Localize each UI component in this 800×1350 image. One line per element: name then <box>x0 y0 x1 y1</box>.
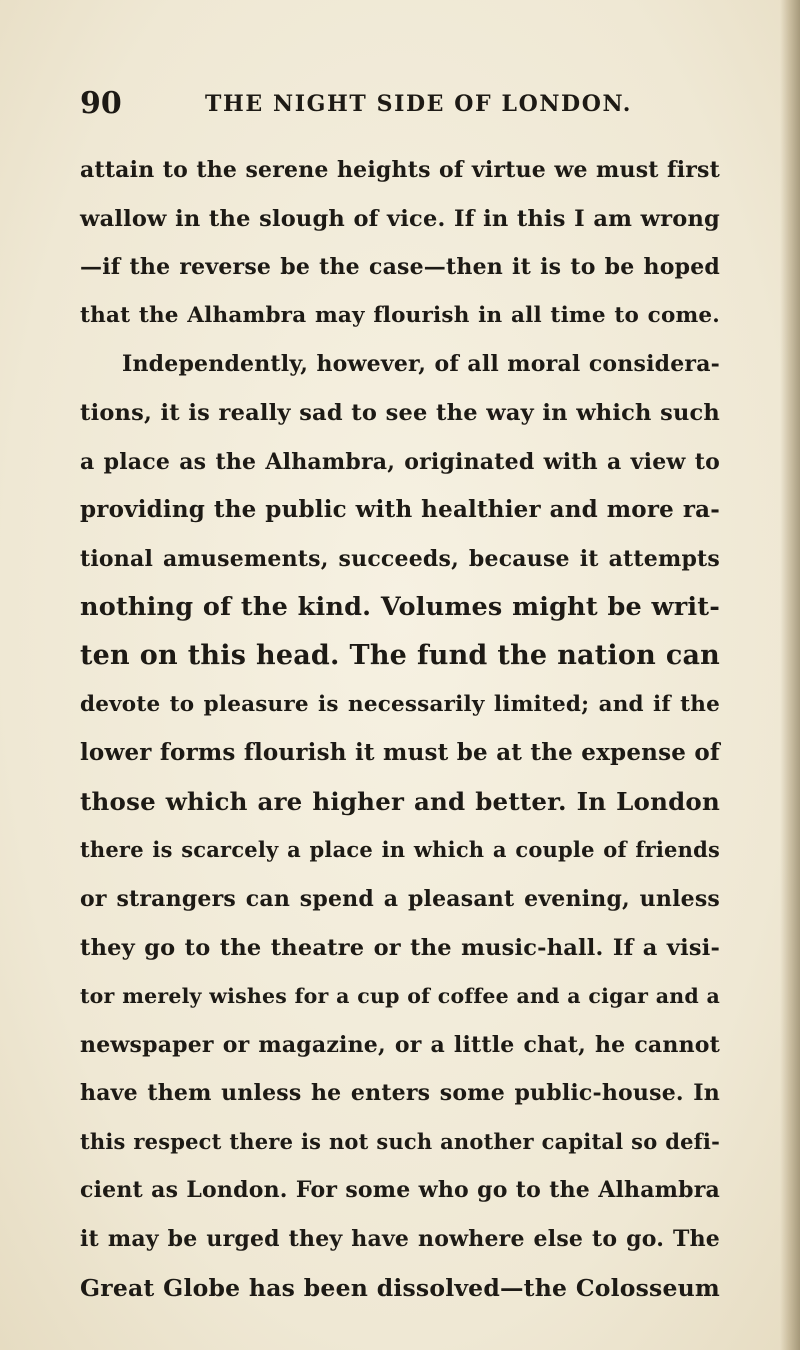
text-line: newspaper or magazine, or a little chat, he cannot <box>80 1031 720 1058</box>
page-edge-shadow <box>780 0 800 1350</box>
text-line: nothing of the kind. Volumes might be writ- <box>80 592 720 623</box>
text-line: that the Alhambra may flourish in all time to come. <box>80 302 720 328</box>
text-line: a place as the Alhambra, originated with a view to <box>80 448 720 475</box>
text-line: they go to the theatre or the music-hall. If a visi- <box>80 934 720 961</box>
text-line: have them unless he enters some public-house. In <box>80 1080 720 1107</box>
text-line: tional amusements, succeeds, because it attempts <box>80 545 720 572</box>
text-line: devote to pleasure is necessarily limited; and if the <box>80 691 720 717</box>
text-line: those which are higher and better. In London <box>80 786 720 816</box>
text-line: tions, it is really sad to see the way in which such <box>80 399 720 426</box>
text-line: this respect there is not such another capital so defi- <box>80 1128 720 1154</box>
text-line: Independently, however, of all moral considera- <box>122 351 720 378</box>
text-line: there is scarcely a place in which a couple of friends <box>80 837 720 863</box>
text-line: Great Globe has been dissolved—the Colosseum <box>80 1273 720 1302</box>
text-line: or strangers can spend a pleasant evening, unless <box>80 885 720 912</box>
text-line: cient as London. For some who go to the Alhambra <box>80 1177 720 1204</box>
text-line: —if the reverse be the case—then it is to be hoped <box>80 254 720 281</box>
body-text <box>80 146 720 1302</box>
text-line: lower forms flourish it must be at the expense of <box>80 739 720 767</box>
page-number: 90 <box>80 86 122 121</box>
text-line: wallow in the slough of vice. If in this I am wrong <box>80 205 720 232</box>
text-line: tor merely wishes for a cup of coffee and a cigar and a <box>80 984 720 1009</box>
text-line: providing the public with healthier and more ra- <box>80 496 720 524</box>
text-line: attain to the serene heights of virtue we must first <box>80 157 720 183</box>
running-head: THE NIGHT SIDE OF LONDON. <box>205 91 633 117</box>
text-line: ten on this head. The fund the nation can <box>80 639 720 671</box>
text-line: it may be urged they have nowhere else to go. The <box>80 1226 720 1253</box>
page-header <box>80 86 720 126</box>
